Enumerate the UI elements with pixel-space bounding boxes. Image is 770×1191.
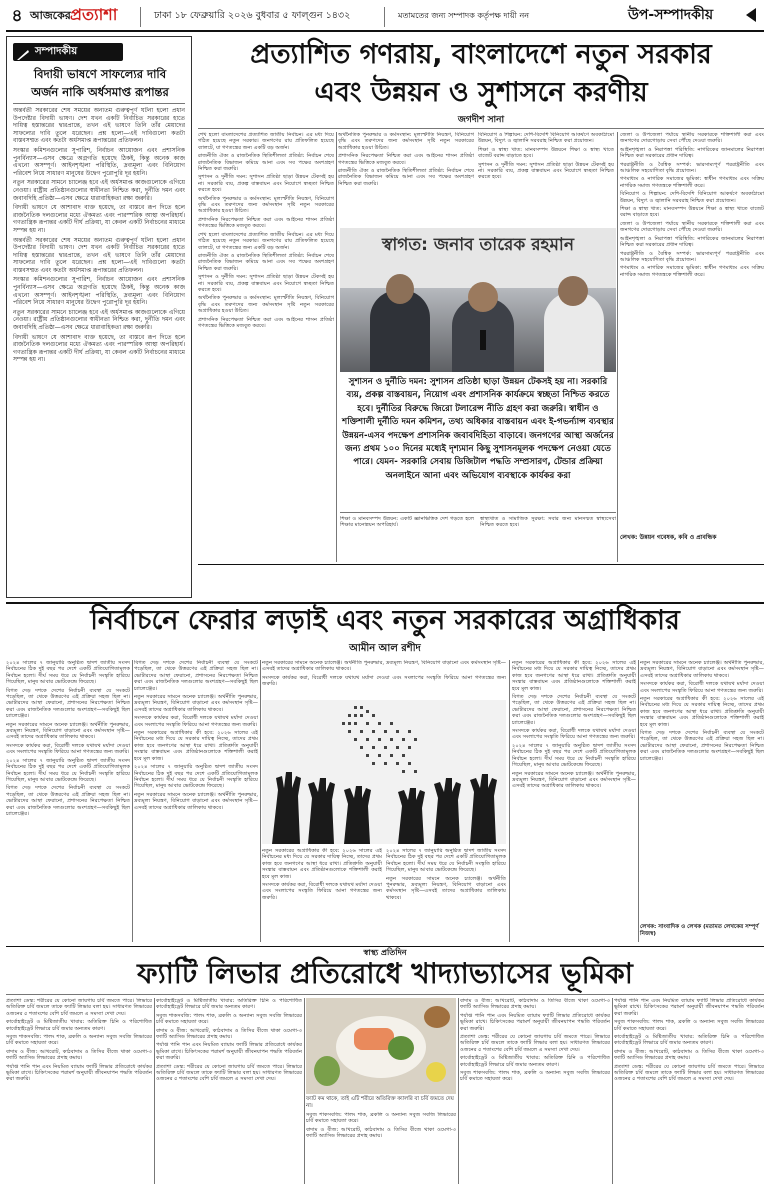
editorial-paragraph: সংস্কার কমিশনগুলোর সুপারিশ, নির্বাচন আয়োজন এবং প্রশাসনিক পুনর্বিন্যাস—এসব ক্ষেত্রে অগ্রগতি হয়েছে ঠিকই, কিন্তু অনেক কাজ এখনো অসম্পূর্ণ। আইনশৃঙ্খলা পরিস্থিতি, দ্রব্যমূল্য এবং বিনিয়োগ পরিবেশ নিয়ে সাধারণ মানুষের উদ্বেগ পুরোপুরি দূর হয়নি।: [13, 146, 185, 177]
lead-paragraph: সুশাসন ও দুর্নীতি দমন: সুশাসন প্রতিষ্ঠা ছাড়া উন্নয়ন টেকসই হয় না। সরকারি ব্যয়, প্রকল্প বাস্তবায়ন এবং নিয়োগে স্বচ্ছতা নিশ্চিত করতে হবে।: [198, 274, 334, 293]
second-paragraph: ২০২৪ সালের ৭ জানুয়ারি অনুষ্ঠিত দ্বাদশ জাতীয় সংসদ নির্বাচনের ঠিক দুই বছর পর দেশে একটি প্রতিযোগিতামূলক নির্বাচন হলো। দীর্ঘ সময় ধরে যে নির্বাচনী সংস্কৃতি হারিয়ে গিয়েছিল, মানুষ আবার ভোটকেন্দ্রে ফিরেছে।: [6, 757, 130, 783]
lead-paragraph: গণমাধ্যম ও নাগরিক সমাজের ভূমিকা: স্বাধীন গণমাধ্যম এবং সক্রিয় নাগরিক সমাজ গণতন্ত্রকে শক্তিশালী করে।: [620, 265, 764, 278]
second-author-note: লেখক: সাংবাদিক ও লেখক (মতামত লেখকের সম্পূর্ণ নিজস্ব): [640, 924, 759, 938]
lead-paragraph: অর্থনৈতিক পুনরুদ্ধার ও কর্মসংস্থান: মূল্যস্ফীতি নিয়ন্ত্রণ, বিনিয়োগ বৃদ্ধি এবং তরুণদের জন্য কর্মসংস্থান সৃষ্টি নতুন সরকারের অগ্রাধিকার হওয়া উচিত।: [198, 295, 334, 315]
lead-paragraph: সুশাসন ও দুর্নীতি দমন: সুশাসন প্রতিষ্ঠা ছাড়া উন্নয়ন টেকসই হয় না। সরকারি ব্যয়, প্রকল্প বাস্তবায়ন এবং নিয়োগে স্বচ্ছতা নিশ্চিত করতে হবে।: [478, 161, 614, 181]
page-number: ৪: [11, 6, 23, 26]
lead-paragraph: শেখ হলো বাংলাদেশের প্রত্যাশিত জাতীয় নির্বাচন। এর মধ্য দিয়ে গঠিত হয়েছে নতুন সরকার। জনগণের রায় প্রতিফলিত হয়েছে ব্যালটে, যা গণতন্ত্রের জন্য একটি বড় অর্জন।: [198, 132, 334, 151]
lead-paragraph: অর্থনৈতিক পুনরুদ্ধার ও কর্মসংস্থান: মূল্যস্ফীতি নিয়ন্ত্রণ, বিনিয়োগ বৃদ্ধি এবং তরুণদের জন্য কর্মসংস্থান সৃষ্টি নতুন সরকারের অগ্রাধিকার হওয়া উচিত।: [198, 195, 334, 215]
header-rule: [6, 30, 764, 32]
third-paragraph: প্রত্যাশা ডেস্ক: শরীরের যে কোনো জায়গায় চর্বি জমতে পারে। লিভারে অতিরিক্ত চর্বি জমলে তাকে ফ্যাটি লিভার বলা হয়। সাধারণত লিভারের ওজনের ৫ শতাংশের বেশি চর্বি জমলে এ সমস্যা দেখা দেয়।: [156, 1063, 302, 1083]
lead-paragraph: শেখ হলো বাংলাদেশের প্রত্যাশিত জাতীয় নির্বাচন। এর মধ্য দিয়ে গঠিত হয়েছে নতুন সরকার। জনগণের রায় প্রতিফলিত হয়েছে ব্যালটে, যা গণতন্ত্রের জন্য একটি বড় অর্জন।: [198, 231, 334, 251]
third-paragraph: পর্যাপ্ত পানি পান এবং নিয়মিত ব্যায়াম ফ্যাটি লিভার প্রতিরোধে কার্যকর ভূমিকা রাখে। চিকিৎসকের পরামর্শ অনুযায়ী জীবনযাপন পদ্ধতি পরিবর্তন করা জরুরি।: [460, 1012, 610, 1032]
lead-headline-1: প্রত্যাশিত গণরায়, বাংলাদেশে নতুন সরকার: [250, 39, 712, 70]
third-paragraph: পর্যাপ্ত পানি পান এবং নিয়মিত ব্যায়াম ফ্যাটি লিভার প্রতিরোধে কার্যকর ভূমিকা রাখে। চিকিৎসকের পরামর্শ অনুযায়ী জীবনযাপন পদ্ধতি পরিবর্তন করা জরুরি।: [156, 1042, 302, 1062]
second-paragraph: বিগত দেড় দশকে দেশের নির্বাচনী ব্যবস্থা যে সংকটে পড়েছিল, তা থেকে উত্তরণের এই প্রক্রিয়া সহজ ছিল না। ভোটারদের আস্থা ফেরানো, প্রশাসনের নিরপেক্ষতা নিশ্চিত করা এবং রাজনৈতিক দলগুলোর অংশগ্রহণ—সবকিছুই ছিল চ্যালেঞ্জের।: [6, 687, 130, 720]
third-photo-caption: ফ্যাট কম থাকে, তাই এটি শরীরে অতিরিক্ত ক্যালরি বা চর্বি জমতে দেয় না।: [306, 1096, 454, 1109]
lead-paragraph: রাজনীতি ঐক্য ও রাজনৈতিক স্থিতিশীলতা প্রতিষ্ঠা: নির্বাচন শেষে রাজনৈতিক বিভাজন কমিয়ে আনা এবং সব পক্ষের অংশগ্রহণ নিশ্চিত করা জরুরি।: [198, 252, 334, 272]
third-paragraph: সবুজ শাকসবজি: পালং শাক, ব্রকলি ও অন্যান্য সবুজ সবজি লিভারের চর্বি কমাতে সহায়তা করে।: [460, 1070, 610, 1083]
third-paragraph: সবুজ শাকসবজি: পালং শাক, ব্রকলি ও অন্যান্য সবুজ সবজি লিভারের চর্বি কমাতে সহায়তা করে।: [614, 1019, 764, 1032]
page-header: [6, 4, 764, 30]
avocado: [314, 1056, 340, 1086]
third-paragraph: কার্বোহাইড্রেট ও মিষ্টিজাতীয় খাবার: অতিরিক্ত চিনি ও পরিশোধিত কার্বোহাইড্রেট লিভারে চর্বি জমার অন্যতম কারণ।: [460, 1055, 610, 1068]
lead-paragraph: রাজনীতি ঐক্য ও রাজনৈতিক স্থিতিশীলতা প্রতিষ্ঠা: নির্বাচন শেষে রাজনৈতিক বিভাজন কমিয়ে আনা এবং সব পক্ষের অংশগ্রহণ নিশ্চিত করা জরুরি।: [338, 168, 474, 187]
lead-paragraph: প্রশাসনিক নিরপেক্ষতা নিশ্চিত করা এবং আইনের শাসন প্রতিষ্ঠা গণতন্ত্রের ভিত্তিকে মজবুত করবে।: [198, 216, 334, 230]
lead-paragraph: আইনশৃঙ্খলা ও নিরাপত্তা পরিস্থিতি: নাগরিকের জানমালের নিরাপত্তা নিশ্চিত করা সরকারের প্রধান দায়িত্ব।: [620, 146, 764, 160]
lead-column-2: [338, 132, 474, 224]
second-paragraph: সংসদকে কার্যকর করা, বিরোধী দলকে যথাযথ মর্যাদা দেওয়া এবং সংলাপের সংস্কৃতি ফিরিয়ে আনা গণতন্ত্রের জন্য জরুরি।: [512, 728, 636, 741]
second-paragraph: নতুন সরকারের সামনে অনেক চ্যালেঞ্জ। অর্থনীতি পুনরুদ্ধার, দ্রব্যমূল্য নিয়ন্ত্রণ, বিনিয়োগ বাড়ানো এবং কর্মসংস্থান সৃষ্টি—এসবই তাদের অগ্রাধিকার তালিকায় থাকবে।: [134, 694, 258, 713]
second-paragraph: নতুন সরকারের সামনে অনেক চ্যালেঞ্জ। অর্থনীতি পুনরুদ্ধার, দ্রব্যমূল্য নিয়ন্ত্রণ, বিনিয়োগ বাড়ানো এবং কর্মসংস্থান সৃষ্টি—এসবই তাদের অগ্রাধিকার তালিকায় থাকবে।: [512, 770, 636, 790]
second-paragraph: সংসদকে কার্যকর করা, বিরোধী দলকে যথাযথ মর্যাদা দেওয়া এবং সংলাপের সংস্কৃতি ফিরিয়ে আনা গণতন্ত্রের জন্য জরুরি।: [6, 742, 130, 756]
third-paragraph: সবুজ শাকসবজি: পালং শাক, ব্রকলি ও অন্যান্য সবুজ সবজি লিভারের চর্বি কমাতে সহায়তা করে।: [306, 1112, 456, 1125]
second-paragraph: বিগত দেড় দশকে দেশের নির্বাচনী ব্যবস্থা যে সংকটে পড়েছিল, তা থেকে উত্তরণের এই প্রক্রিয়া সহজ ছিল না। ভোটারদের আস্থা ফেরানো, প্রশাসনের নিরপেক্ষতা নিশ্চিত করা এবং রাজনৈতিক দলগুলোর অংশগ্রহণ—সবকিছুই ছিল চ্যালেঞ্জের।: [640, 730, 764, 762]
editorial-paragraph: নতুন সরকারের সামনে চ্যালেঞ্জ হবে এই অর্ধসমাপ্ত কাজগুলোকে এগিয়ে নেওয়া। রাষ্ট্রীয় প্রতিষ্ঠানগুলোর স্বাধীনতা নিশ্চিত করা, দুর্নীতি দমন এবং জবাবদিহি প্রতিষ্ঠা—এসব ক্ষেত্রে ধারাবাহিকতা রক্ষা জরুরি।: [13, 308, 185, 332]
second-paragraph: সংসদকে কার্যকর করা, বিরোধী দলকে যথাযথ মর্যাদা দেওয়া এবং সংলাপের সংস্কৃতি ফিরিয়ে আনা গণতন্ত্রের জন্য জরুরি।: [134, 715, 258, 728]
lead-paragraph: জেলা ও উপজেলা পর্যায়ে স্থানীয় সরকারকে শক্তিশালী করা এবং জনগণের দোরগোড়ায় সেবা পৌঁছে দেওয়া জরুরি।: [620, 132, 764, 145]
third-paragraph: বাদাম ও বীজ: আখরোট, কাঠবাদাম ও তিসির বীজে থাকা ওমেগা-৩ ফ্যাটি অ্যাসিড লিভারের প্রদাহ কমায়।: [460, 998, 610, 1011]
second-paragraph: বিগত দেড় দশকে দেশের নির্বাচনী ব্যবস্থা যে সংকটে পড়েছিল, তা থেকে উত্তরণের এই প্রক্রিয়া সহজ ছিল না। ভোটারদের আস্থা ফেরানো, প্রশাসনের নিরপেক্ষতা নিশ্চিত করা এবং রাজনৈতিক দলগুলোর অংশগ্রহণ—সবকিছুই ছিল চ্যালেঞ্জের।: [6, 785, 130, 817]
second-paragraph: ২০২৪ সালের ৭ জানুয়ারি অনুষ্ঠিত দ্বাদশ জাতীয় সংসদ নির্বাচনের ঠিক দুই বছর পর দেশে একটি প্রতিযোগিতামূলক নির্বাচন হলো। দীর্ঘ সময় ধরে যে নির্বাচনী সংস্কৃতি হারিয়ে গিয়েছিল, মানুষ আবার ভোটকেন্দ্রে ফিরেছে।: [386, 848, 506, 874]
third-paragraph: প্রত্যাশা ডেস্ক: শরীরের যে কোনো জায়গায় চর্বি জমতে পারে। লিভারে অতিরিক্ত চর্বি জমলে তাকে ফ্যাটি লিভার বলা হয়। সাধারণত লিভারের ওজনের ৫ শতাংশের বেশি চর্বি জমলে এ সমস্যা দেখা দেয়।: [460, 1034, 610, 1053]
lead-paragraph: রাজনীতি ঐক্য ও রাজনৈতিক স্থিতিশীলতা প্রতিষ্ঠা: নির্বাচন শেষে রাজনৈতিক বিভাজন কমিয়ে আনা এবং সব পক্ষের অংশগ্রহণ নিশ্চিত করা জরুরি।: [198, 153, 334, 173]
third-photo: [306, 998, 456, 1094]
lead-author-note: লেখক: উন্নয়ন গবেষক, কবি ও প্রাবন্ধিক: [620, 534, 717, 541]
third-paragraph: কার্বোহাইড্রেট ও মিষ্টিজাতীয় খাবার: অতিরিক্ত চিনি ও পরিশোধিত কার্বোহাইড্রেট লিভারে চর্বি জমার অন্যতম কারণ।: [156, 998, 302, 1011]
second-column-4: [386, 848, 506, 942]
second-paragraph: সংসদকে কার্যকর করা, বিরোধী দলকে যথাযথ মর্যাদা দেওয়া এবং সংলাপের সংস্কৃতি ফিরিয়ে আনা গণতন্ত্রের জন্য জরুরি।: [262, 674, 506, 688]
third-headline: ফ্যাটি লিভার প্রতিরোধে খাদ্যাভ্যাসের ভূমিকা: [137, 957, 633, 990]
third-column-3: [460, 998, 610, 1184]
second-column-3: [262, 660, 506, 696]
section-label: উপ-সম্পাদকীয়: [628, 7, 714, 23]
raised-hands: [272, 772, 497, 844]
quill-icon: [16, 46, 30, 58]
third-paragraph: কার্বোহাইড্রেট ও মিষ্টিজাতীয় খাবার: অতিরিক্ত চিনি ও পরিশোধিত কার্বোহাইড্রেট লিভারে চর্বি জমার অন্যতম কারণ।: [6, 1019, 152, 1032]
lead-sidebar-paragraph: স্বাস্থ্যখাত ও সামাজিক সুরক্ষা: সবার জন্য মানসম্মত স্বাস্থ্যসেবা নিশ্চিত করতে হবে।: [480, 516, 616, 529]
lead-paragraph: বিনিয়োগ ও শিল্পায়ন: দেশি-বিদেশি বিনিয়োগ আকর্ষণে অবকাঠামো উন্নয়ন, বিদ্যুৎ ও জ্বালানি সরবরাহ নিশ্চিত করা প্রয়োজন।: [620, 191, 764, 204]
editorial-label: সম্পাদকীয়: [35, 46, 78, 57]
greens: [388, 1036, 414, 1060]
lead-bottom-rule: [198, 564, 764, 565]
lead-column-3: [478, 132, 614, 224]
third-paragraph: বাদাম ও বীজ: আখরোট, কাঠবাদাম ও তিসির বীজে থাকা ওমেগা-৩ ফ্যাটি অ্যাসিড লিভারের প্রদাহ কমায়।: [156, 1027, 302, 1041]
third-paragraph: সবুজ শাকসবজি: পালং শাক, ব্রকলি ও অন্যান্য সবুজ সবজি লিভারের চর্বি কমাতে সহায়তা করে।: [156, 1012, 302, 1026]
second-paragraph: নতুন সরকারের অগ্রাধিকার কী হবে: ২০২৬ সালের এই নির্বাচনের মধ্য দিয়ে যে সরকার দায়িত্ব নিচ্ছে, তাদের প্রথম কাজ হবে জনগণের আস্থা ধরে রাখা। প্রতিশ্রুতি অনুযায়ী সংস্কার বাস্তবায়ন এবং প্রতিষ্ঠানগুলোকে শক্তিশালী করাই হবে মূল কাজ।: [640, 696, 764, 728]
third-paragraph: বাদাম ও বীজ: আখরোট, কাঠবাদাম ও তিসির বীজে থাকা ওমেগা-৩ ফ্যাটি অ্যাসিড লিভারের প্রদাহ কমায়।: [614, 1048, 764, 1062]
lead-paragraph: সুশাসন ও দুর্নীতি দমন: সুশাসন প্রতিষ্ঠা ছাড়া উন্নয়ন টেকসই হয় না। সরকারি ব্যয়, প্রকল্প বাস্তবায়ন এবং নিয়োগে স্বচ্ছতা নিশ্চিত করতে হবে।: [198, 174, 334, 194]
editorial-paragraph: বিদায়ী ভাষণে যে আশাবাদ ব্যক্ত হয়েছে, তা বাস্তবে রূপ দিতে হলে রাজনৈতিক দলগুলোর মধ্যে ঐকমত্য এবং পারস্পরিক আস্থা অপরিহার্য। গণতান্ত্রিক রূপান্তর একটি দীর্ঘ প্রক্রিয়া, যা কেবল একটি নির্বাচনের মাধ্যমে সম্পন্ন হয় না।: [13, 333, 185, 364]
second-paragraph: ২০২৪ সালের ৭ জানুয়ারি অনুষ্ঠিত দ্বাদশ জাতীয় সংসদ নির্বাচনের ঠিক দুই বছর পর দেশে একটি প্রতিযোগিতামূলক নির্বাচন হলো। দীর্ঘ সময় ধরে যে নির্বাচনী সংস্কৃতি হারিয়ে গিয়েছিল, মানুষ আবার ভোটকেন্দ্রে ফিরেছে।: [134, 764, 258, 790]
second-paragraph: নতুন সরকারের অগ্রাধিকার কী হবে: ২০২৬ সালের এই নির্বাচনের মধ্য দিয়ে যে সরকার দায়িত্ব নিচ্ছে, তাদের প্রথম কাজ হবে জনগণের আস্থা ধরে রাখা। প্রতিশ্রুতি অনুযায়ী সংস্কার বাস্তবায়ন এবং প্রতিষ্ঠানগুলোকে শক্তিশালী করাই হবে মূল কাজ।: [262, 848, 382, 880]
second-paragraph: বিগত দেড় দশকে দেশের নির্বাচনী ব্যবস্থা যে সংকটে পড়েছিল, তা থেকে উত্তরণের এই প্রক্রিয়া সহজ ছিল না। ভোটারদের আস্থা ফেরানো, প্রশাসনের নিরপেক্ষতা নিশ্চিত করা এবং রাজনৈতিক দলগুলোর অংশগ্রহণ—সবকিছুই ছিল চ্যালেঞ্জের।: [512, 694, 636, 726]
person-right-head: [558, 276, 588, 306]
third-kicker: স্বাস্থ্য প্রতিদিন: [363, 948, 407, 957]
lead-sidebar-2: [480, 516, 616, 560]
lead-photo: [340, 228, 616, 372]
third-column-1: [6, 998, 152, 1184]
third-column-2: [156, 998, 302, 1184]
second-paragraph: ২০২৪ সালের ৭ জানুয়ারি অনুষ্ঠিত দ্বাদশ জাতীয় সংসদ নির্বাচনের ঠিক দুই বছর পর দেশে একটি প্রতিযোগিতামূলক নির্বাচন হলো। দীর্ঘ সময় ধরে যে নির্বাচনী সংস্কৃতি হারিয়ে গিয়েছিল, মানুষ আবার ভোটকেন্দ্রে ফিরেছে।: [6, 660, 130, 686]
editorial-paragraph: অন্তর্বর্তী সরকারের শেষ সময়ের অন্যতম গুরুত্বপূর্ণ ঘটনা হলো প্রধান উপদেষ্টার বিদায়ী ভাষণ। দেশ যখন একটি নির্বাচিত সরকারের হাতে দায়িত্ব হস্তান্তরের দ্বারপ্রান্তে, তখন এই ভাষণে তিনি তাঁর মেয়াদের সাফল্যের দাবি তুলে ধরেছেন। প্রশ্ন হলো—এই দাবিগুলো কতটা বাস্তবসম্মত এবং কতটা অর্ধসমাপ্ত রূপান্তরের প্রতিফলন।: [13, 107, 185, 145]
editorial-paragraph: সংস্কার কমিশনগুলোর সুপারিশ, নির্বাচন আয়োজন এবং প্রশাসনিক পুনর্বিন্যাস—এসব ক্ষেত্রে অগ্রগতি হয়েছে ঠিকই, কিন্তু অনেক কাজ এখনো অসম্পূর্ণ। আইনশৃঙ্খলা পরিস্থিতি, দ্রব্যমূল্য এবং বিনিয়োগ পরিবেশ নিয়ে সাধারণ মানুষের উদ্বেগ পুরোপুরি দূর হয়নি।: [13, 276, 185, 307]
lead-byline: জগদীশ সানা: [457, 115, 505, 125]
second-paragraph: নতুন সরকারের সামনে অনেক চ্যালেঞ্জ। অর্থনীতি পুনরুদ্ধার, দ্রব্যমূল্য নিয়ন্ত্রণ, বিনিয়োগ বাড়ানো এবং কর্মসংস্থান সৃষ্টি—এসবই তাদের অগ্রাধিকার তালিকায় থাকবে।: [640, 660, 764, 679]
dateline: ঢাকা ১৮ ফেব্রুয়ারি ২০২৬ বুধবার ৫ ফাল্গুন ১৪৩২: [154, 10, 351, 21]
person-center-head: [468, 282, 498, 312]
second-paragraph: ২০২৪ সালের ৭ জানুয়ারি অনুষ্ঠিত দ্বাদশ জাতীয় সংসদ নির্বাচনের ঠিক দুই বছর পর দেশে একটি প্রতিযোগিতামূলক নির্বাচন হলো। দীর্ঘ সময় ধরে যে নির্বাচনী সংস্কৃতি হারিয়ে গিয়েছিল, মানুষ আবার ভোটকেন্দ্রে ফিরেছে।: [512, 742, 636, 769]
second-photo: [262, 700, 506, 844]
editorial-headline-2: অর্জন নাকি অর্ধসমাপ্ত রূপান্তর: [31, 85, 169, 99]
third-paragraph: বাদাম ও বীজ: আখরোট, কাঠবাদাম ও তিসির বীজে থাকা ওমেগা-৩ ফ্যাটি অ্যাসিড লিভারের প্রদাহ কমায়।: [306, 1126, 456, 1140]
editorial-paragraph: বিদায়ী ভাষণে যে আশাবাদ ব্যক্ত হয়েছে, তা বাস্তবে রূপ দিতে হলে রাজনৈতিক দলগুলোর মধ্যে ঐকমত্য এবং পারস্পরিক আস্থা অপরিহার্য। গণতান্ত্রিক রূপান্তর একটি দীর্ঘ প্রক্রিয়া, যা কেবল একটি নির্বাচনের মাধ্যমে সম্পন্ন হয় না।: [13, 204, 185, 234]
editorial-body: [13, 107, 185, 593]
second-column-2: [134, 660, 258, 942]
lead-paragraph: বিনিয়োগ ও শিল্পায়ন: দেশি-বিদেশি বিনিয়োগ আকর্ষণে অবকাঠামো উন্নয়ন, বিদ্যুৎ ও জ্বালানি সরবরাহ নিশ্চিত করা প্রয়োজন।: [478, 132, 614, 145]
editorial-headline-1: বিদায়ী ভাষণে সাফল্যের দাবি: [33, 67, 167, 81]
second-byline: আমীন আল রশীদ: [349, 643, 421, 654]
second-paragraph: নতুন সরকারের অগ্রাধিকার কী হবে: ২০২৬ সালের এই নির্বাচনের মধ্য দিয়ে যে সরকার দায়িত্ব নিচ্ছে, তাদের প্রথম কাজ হবে জনগণের আস্থা ধরে রাখা। প্রতিশ্রুতি অনুযায়ী সংস্কার বাস্তবায়ন এবং প্রতিষ্ঠানগুলোকে শক্তিশালী করাই হবে মূল কাজ।: [512, 660, 636, 692]
lead-paragraph: পররাষ্ট্রনীতি ও বৈশ্বিক সম্পর্ক: ভারসাম্যপূর্ণ পররাষ্ট্রনীতি এবং আঞ্চলিক সহযোগিতা বৃদ্ধি প্রয়োজন।: [620, 250, 764, 263]
lead-sidebar-1: [340, 516, 474, 560]
lead-paragraph: শিক্ষা ও স্বাস্থ্য খাত: মানবসম্পদ উন্নয়নে শিক্ষা ও স্বাস্থ্য খাতে বাজেট বরাদ্দ বাড়াতে হবে।: [620, 206, 764, 219]
lead-headline-2: এবং উন্নয়ন ও সুশাসনে করণীয়: [314, 77, 648, 108]
editorial-paragraph: নতুন সরকারের সামনে চ্যালেঞ্জ হবে এই অর্ধসমাপ্ত কাজগুলোকে এগিয়ে নেওয়া। রাষ্ট্রীয় প্রতিষ্ঠানগুলোর স্বাধীনতা নিশ্চিত করা, দুর্নীতি দমন এবং জবাবদিহি প্রতিষ্ঠা—এসব ক্ষেত্রে ধারাবাহিকতা রক্ষা জরুরি।: [13, 179, 185, 202]
microphone-icon: [480, 330, 486, 350]
third-paragraph: পর্যাপ্ত পানি পান এবং নিয়মিত ব্যায়াম ফ্যাটি লিভার প্রতিরোধে কার্যকর ভূমিকা রাখে। চিকিৎসকের পরামর্শ অনুযায়ী জীবনযাপন পদ্ধতি পরিবর্তন করা জরুরি।: [6, 1063, 152, 1083]
second-column-6: [640, 660, 764, 922]
lead-paragraph: আইনশৃঙ্খলা ও নিরাপত্তা পরিস্থিতি: নাগরিকের জানমালের নিরাপত্তা নিশ্চিত করা সরকারের প্রধান দায়িত্ব।: [620, 235, 764, 249]
lead-paragraph: প্রশাসনিক নিরপেক্ষতা নিশ্চিত করা এবং আইনের শাসন প্রতিষ্ঠা গণতন্ত্রের ভিত্তিকে মজবুত করবে।: [338, 153, 474, 166]
second-paragraph: নতুন সরকারের সামনে অনেক চ্যালেঞ্জ। অর্থনীতি পুনরুদ্ধার, দ্রব্যমূল্য নিয়ন্ত্রণ, বিনিয়োগ বাড়ানো এবং কর্মসংস্থান সৃষ্টি—এসবই তাদের অগ্রাধিকার তালিকায় থাকবে।: [134, 791, 258, 811]
second-paragraph: নতুন সরকারের সামনে অনেক চ্যালেঞ্জ। অর্থনীতি পুনরুদ্ধার, দ্রব্যমূল্য নিয়ন্ত্রণ, বিনিয়োগ বাড়ানো এবং কর্মসংস্থান সৃষ্টি—এসবই তাদের অগ্রাধিকার তালিকায় থাকবে।: [6, 721, 130, 741]
brand-logo: প্রত্যাশা: [70, 5, 118, 24]
editorial-label-banner: [13, 43, 123, 61]
third-paragraph: কার্বোহাইড্রেট ও মিষ্টিজাতীয় খাবার: অতিরিক্ত চিনি ও পরিশোধিত কার্বোহাইড্রেট লিভারে চর্বি জমার অন্যতম কারণ।: [614, 1034, 764, 1047]
section-arrow-icon: [746, 8, 756, 22]
lead-sidebar-paragraph: শিক্ষা ও মানবসম্পদ উন্নয়ন: একটি জ্ঞানভিত্তিক দেশ গড়তে হলে শিক্ষার মানোন্নয়ন অপরিহার্য।: [340, 516, 474, 529]
lead-paragraph: পররাষ্ট্রনীতি ও বৈশ্বিক সম্পর্ক: ভারসাম্যপূর্ণ পররাষ্ট্রনীতি এবং আঞ্চলিক সহযোগিতা বৃদ্ধি প্রয়োজন।: [620, 161, 764, 175]
photo-banner-text: স্বাগত: জনাব তারেক রহমান: [381, 235, 575, 255]
second-headline: নির্বাচনে ফেরার লড়াই এবং নতুন সরকারের অগ্রাধিকার: [90, 605, 680, 636]
second-column-5: [512, 660, 636, 942]
second-paragraph: সংসদকে কার্যকর করা, বিরোধী দলকে যথাযথ মর্যাদা দেওয়া এবং সংলাপের সংস্কৃতি ফিরিয়ে আনা গণতন্ত্রের জন্য জরুরি।: [640, 681, 764, 694]
second-paragraph: নতুন সরকারের অগ্রাধিকার কী হবে: ২০২৬ সালের এই নির্বাচনের মধ্য দিয়ে যে সরকার দায়িত্ব নিচ্ছে, তাদের প্রথম কাজ হবে জনগণের আস্থা ধরে রাখা। প্রতিশ্রুতি অনুযায়ী সংস্কার বাস্তবায়ন এবং প্রতিষ্ঠানগুলোকে শক্তিশালী করাই হবে মূল কাজ।: [134, 730, 258, 762]
second-paragraph: বিগত দেড় দশকে দেশের নির্বাচনী ব্যবস্থা যে সংকটে পড়েছিল, তা থেকে উত্তরণের এই প্রক্রিয়া সহজ ছিল না। ভোটারদের আস্থা ফেরানো, প্রশাসনের নিরপেক্ষতা নিশ্চিত করা এবং রাজনৈতিক দলগুলোর অংশগ্রহণ—সবকিছুই ছিল চ্যালেঞ্জের।: [134, 660, 258, 692]
second-paragraph: সংসদকে কার্যকর করা, বিরোধী দলকে যথাযথ মর্যাদা দেওয়া এবং সংলাপের সংস্কৃতি ফিরিয়ে আনা গণতন্ত্রের জন্য জরুরি।: [262, 882, 382, 901]
editorial-paragraph: অন্তর্বর্তী সরকারের শেষ সময়ের অন্যতম গুরুত্বপূর্ণ ঘটনা হলো প্রধান উপদেষ্টার বিদায়ী ভাষণ। দেশ যখন একটি নির্বাচিত সরকারের হাতে দায়িত্ব হস্তান্তরের দ্বারপ্রান্তে, তখন এই ভাষণে তিনি তাঁর মেয়াদের সাফল্যের দাবি তুলে ধরেছেন। প্রশ্ন হলো—এই দাবিগুলো কতটা বাস্তবসম্মত এবং কতটা অর্ধসমাপ্ত রূপান্তরের প্রতিফলন।: [13, 236, 185, 274]
lead-paragraph: শিক্ষা ও স্বাস্থ্য খাত: মানবসম্পদ উন্নয়নে শিক্ষা ও স্বাস্থ্য খাতে বাজেট বরাদ্দ বাড়াতে হবে।: [478, 146, 614, 160]
lead-paragraph: গণমাধ্যম ও নাগরিক সমাজের ভূমিকা: স্বাধীন গণমাধ্যম এবং সক্রিয় নাগরিক সমাজ গণতন্ত্রকে শক্তিশালী করে।: [620, 176, 764, 189]
third-paragraph: সবুজ শাকসবজি: পালং শাক, ব্রকলি ও অন্যান্য সবুজ সবজি লিভারের চর্বি কমাতে সহায়তা করে।: [6, 1034, 152, 1047]
person-left-head: [386, 274, 414, 304]
disclaimer: মতামতের জন্য সম্পাদক কর্তৃপক্ষ দায়ী নন: [398, 11, 530, 20]
third-column-2b: [306, 1112, 456, 1184]
third-paragraph: প্রত্যাশা ডেস্ক: শরীরের যে কোনো জায়গায় চর্বি জমতে পারে। লিভারে অতিরিক্ত চর্বি জমলে তাকে ফ্যাটি লিভার বলা হয়। সাধারণত লিভারের ওজনের ৫ শতাংশের বেশি চর্বি জমলে এ সমস্যা দেখা দেয়।: [6, 998, 152, 1017]
third-paragraph: প্রত্যাশা ডেস্ক: শরীরের যে কোনো জায়গায় চর্বি জমতে পারে। লিভারে অতিরিক্ত চর্বি জমলে তাকে ফ্যাটি লিভার বলা হয়। সাধারণত লিভারের ওজনের ৫ শতাংশের বেশি চর্বি জমলে এ সমস্যা দেখা দেয়।: [614, 1063, 764, 1083]
brand-prefix: আজকের: [30, 9, 71, 22]
third-paragraph: বাদাম ও বীজ: আখরোট, কাঠবাদাম ও তিসির বীজে থাকা ওমেগা-৩ ফ্যাটি অ্যাসিড লিভারের প্রদাহ কমায়।: [6, 1048, 152, 1062]
nuts-bowl: [424, 1006, 450, 1028]
second-paragraph: নতুন সরকারের সামনে অনেক চ্যালেঞ্জ। অর্থনীতি পুনরুদ্ধার, দ্রব্যমূল্য নিয়ন্ত্রণ, বিনিয়োগ বাড়ানো এবং কর্মসংস্থান সৃষ্টি—এসবই তাদের অগ্রাধিকার তালিকায় থাকবে।: [386, 875, 506, 901]
second-column-3b: [262, 848, 382, 942]
editorial-box: [6, 36, 192, 598]
lead-paragraph: প্রশাসনিক নিরপেক্ষতা নিশ্চিত করা এবং আইনের শাসন প্রতিষ্ঠা গণতন্ত্রের ভিত্তিকে মজবুত করবে।: [198, 316, 334, 329]
bangladesh-map-dots: [342, 706, 417, 773]
lead-column-4: [620, 132, 764, 530]
second-paragraph: নতুন সরকারের সামনে অনেক চ্যালেঞ্জ। অর্থনীতি পুনরুদ্ধার, দ্রব্যমূল্য নিয়ন্ত্রণ, বিনিয়োগ বাড়ানো এবং কর্মসংস্থান সৃষ্টি—এসবই তাদের অগ্রাধিকার তালিকায় থাকবে।: [262, 660, 506, 673]
second-column-1: [6, 660, 130, 942]
lead-photo-caption: সুশাসন ও দুর্নীতি দমন: সুশাসন প্রতিষ্ঠা ছাড়া উন্নয়ন টেকসই হয় না। সরকারি ব্যয়, প্রকল্প বাস্তবায়ন, নিয়োগ এবং প্রশাসনিক কার্যক্রমে স্বচ্ছতা নিশ্চিত করতে হবে। দুর্নীতির বিরুদ্ধে জিরো টলারেন্স নীতি গ্রহণ করা জরুরি। স্বাধীন ও শক্তিশালী দুর্নীতি দমন কমিশন, তথ্য অধিকার বাস্তবায়ন এবং ই-গভর্ন্যান্স ব্যবস্থার উন্নয়ন-এসব পদক্ষেপ প্রশাসনিক জবাবদিহিতা বাড়াবে। জনগণের আস্থা অর্জনের জন্য প্রথম ১০০ দিনের মধ্যেই দৃশ্যমান কিছু সুশাসনমূলক পদক্ষেপ নেওয়া যেতে পারে। যেমন- সরকারি সেবায় ডিজিটাল পদ্ধতি সম্প্রসারণ, টেন্ডার প্রক্রিয়া অনলাইনে আনা এবং অভিযোগ ব্যবস্থাকে কার্যকর করা: [342, 377, 614, 481]
third-column-4: [614, 998, 764, 1184]
lead-paragraph: জেলা ও উপজেলা পর্যায়ে স্থানীয় সরকারকে শক্তিশালী করা এবং জনগণের দোরগোড়ায় সেবা পৌঁছে দেওয়া জরুরি।: [620, 220, 764, 234]
lead-paragraph: অর্থনৈতিক পুনরুদ্ধার ও কর্মসংস্থান: মূল্যস্ফীতি নিয়ন্ত্রণ, বিনিয়োগ বৃদ্ধি এবং তরুণদের জন্য কর্মসংস্থান সৃষ্টি নতুন সরকারের অগ্রাধিকার হওয়া উচিত।: [338, 132, 474, 151]
lemon: [426, 1062, 446, 1082]
lead-column-1: [198, 132, 334, 514]
third-paragraph: পর্যাপ্ত পানি পান এবং নিয়মিত ব্যায়াম ফ্যাটি লিভার প্রতিরোধে কার্যকর ভূমিকা রাখে। চিকিৎসকের পরামর্শ অনুযায়ী জীবনযাপন পদ্ধতি পরিবর্তন করা জরুরি।: [614, 998, 764, 1017]
